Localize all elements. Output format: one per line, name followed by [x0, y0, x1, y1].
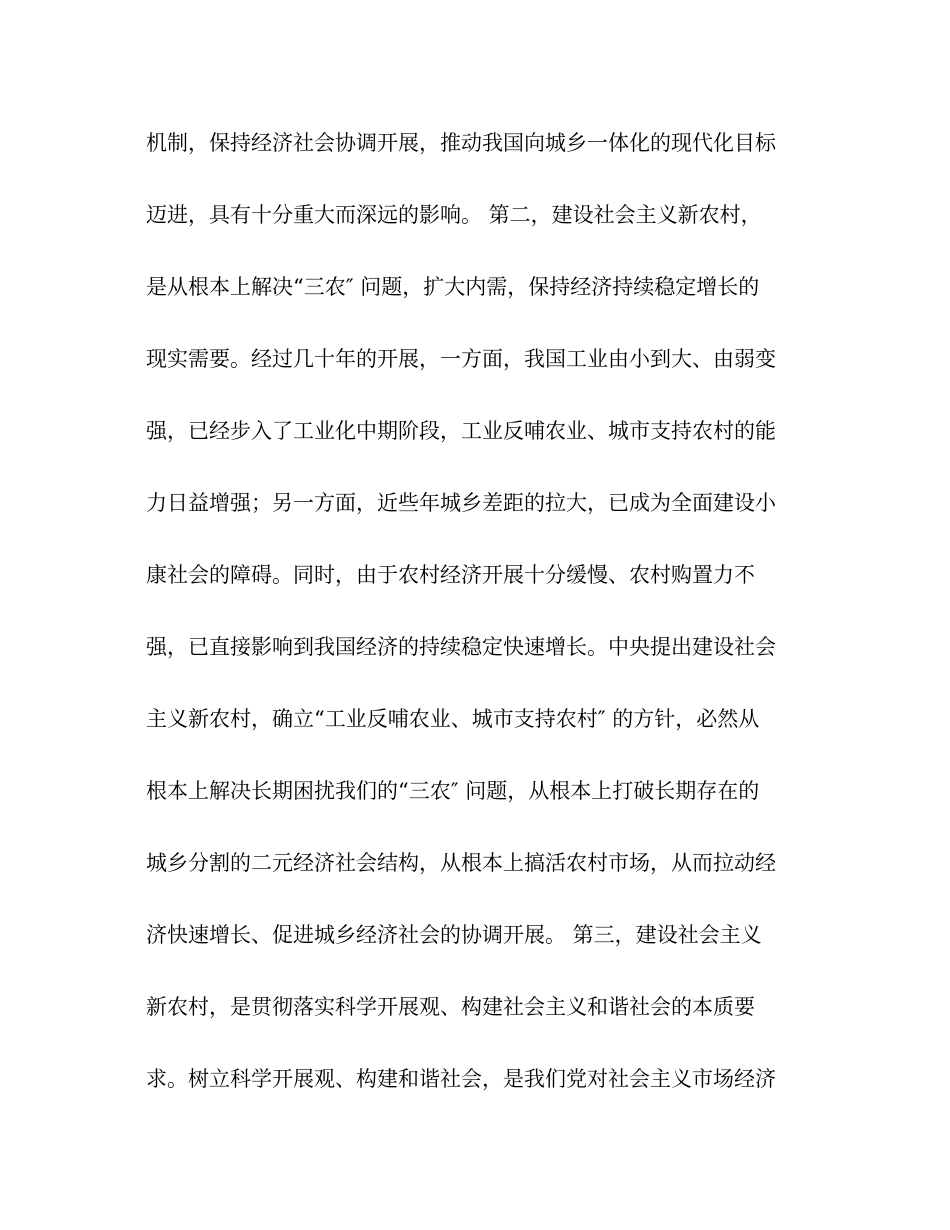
text-line: 力日益增强；另一方面，近些年城乡差距的拉大，已成为全面建设小 [146, 491, 776, 515]
text-line: 机制，保持经济社会协调开展，推动我国向城乡一体化的现代化目标 [146, 131, 776, 155]
text-line: 现实需要。经过几十年的开展，一方面，我国工业由小到大、由弱变 [146, 347, 776, 371]
text-line: 康社会的障碍。同时，由于农村经济开展十分缓慢、农村购置力不 [146, 563, 755, 587]
text-line: 求。树立科学开展观、构建和谐社会，是我们党对社会主义市场经济 [146, 1067, 776, 1091]
text-line: 济快速增长、促进城乡经济社会的协调开展。 第三，建设社会主义 [146, 923, 762, 947]
text-line: 强，已经步入了工业化中期阶段，工业反哺农业、城市支持农村的能 [146, 419, 776, 443]
text-line: 迈进，具有十分重大而深远的影响。 第二，建设社会主义新农村， [146, 203, 762, 227]
text-line: 城乡分割的二元经济社会结构，从根本上搞活农村市场，从而拉动经 [146, 851, 776, 875]
text-line: 强，已直接影响到我国经济的持续稳定快速增长。中央提出建设社会 [146, 635, 776, 659]
text-line: 主义新农村，确立“工业反哺农业、城市支持农村″ 的方针，必然从 [146, 707, 760, 731]
text-line: 是从根本上解决“三农″ 问题，扩大内需，保持经济持续稳定增长的 [146, 275, 760, 299]
text-line: 新农村，是贯彻落实科学开展观、构建社会主义和谐社会的本质要 [146, 995, 755, 1019]
text-line: 根本上解决长期困扰我们的“三农″ 问题，从根本上打破长期存在的 [146, 779, 760, 803]
